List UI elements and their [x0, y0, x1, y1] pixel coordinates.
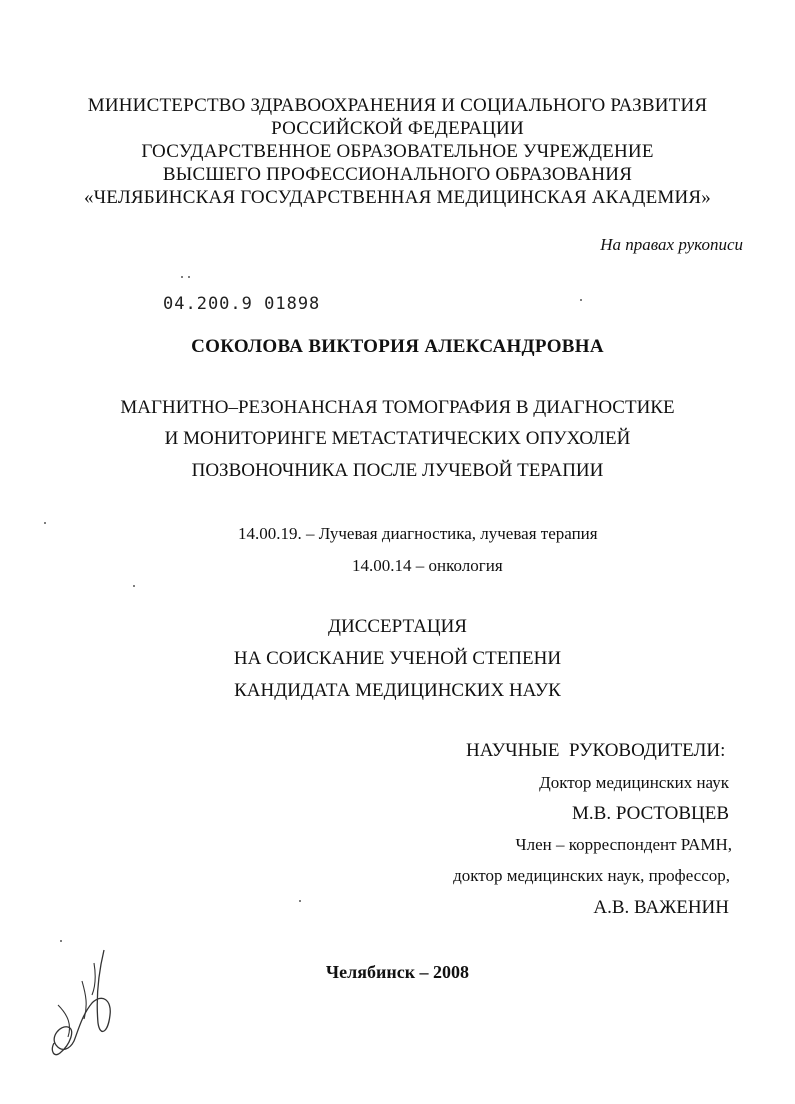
- scan-speck: [188, 276, 190, 278]
- header-line-higher-education: ВЫСШЕГО ПРОФЕССИОНАЛЬНОГО ОБРАЗОВАНИЯ: [162, 164, 633, 185]
- degree-line-3: КАНДИДАТА МЕДИЦИНСКИХ НАУК: [234, 680, 561, 701]
- header-line-ministry: МИНИСТЕРСТВО ЗДРАВООХРАНЕНИЯ И СОЦИАЛЬНОГО РАЗВИТИЯ: [87, 95, 708, 116]
- degree-line-1: ДИССЕРТАЦИЯ: [328, 616, 467, 637]
- scan-speck: [133, 585, 135, 587]
- scan-speck: [44, 522, 46, 524]
- title-line-2: И МОНИТОРИНГЕ МЕТАСТАТИЧЕСКИХ ОПУХОЛЕЙ: [164, 428, 631, 449]
- title-line-1: МАГНИТНО–РЕЗОНАНСНАЯ ТОМОГРАФИЯ В ДИАГНОСТИКЕ: [120, 397, 675, 418]
- city-year-footer: Челябинск – 2008: [325, 962, 470, 982]
- supervisor-1-title: Доктор медицинских наук: [539, 773, 729, 792]
- scan-speck: [580, 299, 582, 301]
- specialty-code-radiology: 14.00.19. – Лучевая диагностика, лучевая терапия: [238, 524, 598, 543]
- header-line-state-institution: ГОСУДАРСТВЕННОЕ ОБРАЗОВАТЕЛЬНОЕ УЧРЕЖДЕНИЕ: [141, 141, 654, 162]
- scan-speck: [60, 940, 62, 942]
- supervisor-2-title-line-1: Член – корреспондент РАМН,: [515, 835, 732, 854]
- library-stamp-number: 04.200.9 01898: [163, 294, 321, 314]
- supervisor-2-title-line-2: доктор медицинских наук, профессор,: [453, 866, 730, 885]
- supervisor-1-name: М.В. РОСТОВЦЕВ: [572, 803, 729, 824]
- manuscript-rights-note: На правах рукописи: [600, 235, 743, 254]
- header-line-academy: «ЧЕЛЯБИНСКАЯ ГОСУДАРСТВЕННАЯ МЕДИЦИНСКАЯ АКАДЕМИЯ»: [84, 187, 711, 208]
- scan-speck: [181, 276, 183, 278]
- scan-speck: [299, 900, 301, 902]
- handwritten-signature: [38, 945, 118, 1075]
- header-line-federation: РОССИЙСКОЙ ФЕДЕРАЦИИ: [271, 118, 524, 139]
- supervisor-2-name: А.В. ВАЖЕНИН: [593, 897, 729, 918]
- supervisors-heading: НАУЧНЫЕ РУКОВОДИТЕЛИ:: [466, 740, 726, 761]
- degree-line-2: НА СОИСКАНИЕ УЧЕНОЙ СТЕПЕНИ: [233, 648, 562, 669]
- author-name: СОКОЛОВА ВИКТОРИЯ АЛЕКСАНДРОВНА: [191, 336, 604, 357]
- specialty-code-oncology: 14.00.14 – онкология: [352, 556, 503, 575]
- title-line-3: ПОЗВОНОЧНИКА ПОСЛЕ ЛУЧЕВОЙ ТЕРАПИИ: [191, 460, 604, 481]
